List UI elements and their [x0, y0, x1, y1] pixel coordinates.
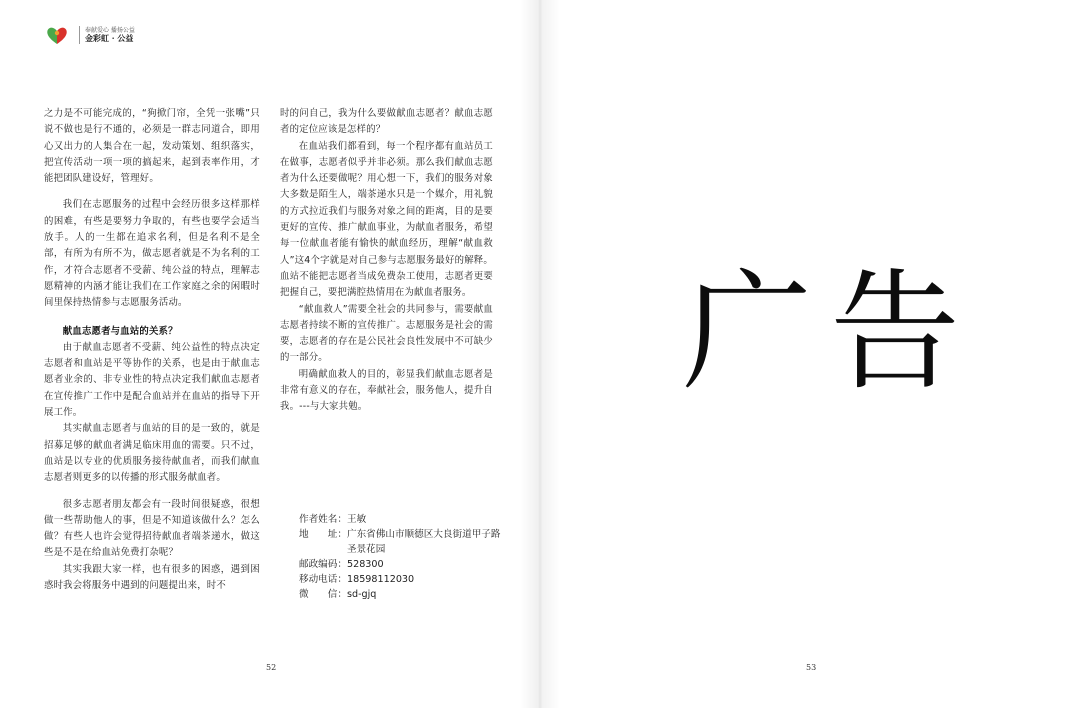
author-info-row: [299, 572, 509, 587]
heart-logo-icon: [44, 24, 70, 46]
author-info-key: 作者姓名：: [299, 514, 347, 525]
paragraph: 之力是不可能完成的，“狗掀门帘，全凭一张嘴”只说不做也是行不通的，必须是一群志同道合，即用心又出力的人集合在一起，发动策划、组织落实，把宣传活动一项一项的搞起来，起到表率作用，才能把团队建设好，管理好。: [44, 108, 260, 185]
paragraph: 其实献血志愿者与血站的目的是一致的，就是招募足够的献血者满足临床用血的需要。只不过，血站是以专业的优质服务接待献血者，而我们献血志愿者则更多的以传播的形式服务献血者。: [44, 423, 260, 484]
author-info-key: 邮政编码：: [299, 559, 347, 570]
author-info-row: [299, 512, 509, 527]
paragraph: 很多志愿者朋友都会有一段时间很疑惑，很想做一些帮助他人的事，但是不知道该做什么？怎么做？有些人也许会觉得招待献血者端茶递水，做这些是不是在给血站免费打杂呢？: [44, 498, 260, 559]
author-info-value: 王敏: [347, 514, 367, 525]
paragraph: 在血站我们都看到，每一个程序都有血站员工在做事，志愿者似乎并非必须。那么我们献血志愿者为什么还要做呢？用心想一下，我们的服务对象大多数是陌生人，端茶递水只是一个媒介，用礼貌的方式拉近我们与服务对象之间的距离，目的是要更好的宣传、推广献血事业，为献血者服务，希望每一位献血者能有愉快的献血经历，理解“献血救人”这4个字就是对自己参与志愿服务最好的解释。血站不能把志愿者当成免费杂工使用，志愿者更要把握自己，要把满腔热情用在为献血者服务。: [280, 140, 493, 299]
paragraph: 其实我跟大家一样，也有很多的困惑，遇到困惑时我会将服务中遇到的问题提出来，时不: [44, 563, 260, 592]
author-info-key: 微 信：: [299, 589, 347, 600]
article-column-2: [280, 106, 493, 416]
page-number-left: 52: [266, 663, 277, 672]
author-info-value: 528300: [347, 559, 384, 570]
author-info-value: sd-gjq: [347, 589, 377, 600]
paragraph: 我们在志愿服务的过程中会经历很多这样那样的困难，有些是要努力争取的，有些也要学会适当放手。人的一生都在追求名利，但是名利不是全部，有所为有所不为，做志愿者就是不为名利的工作，才符合志愿者不受薪、纯公益的特点，理解志愿精神的内涵才能让我们在工作家庭之余的闲暇时间里保持热情参与志愿服务活动。: [44, 199, 260, 309]
page-number-right: 53: [806, 663, 817, 672]
logo-tagline: 奉献爱心 播扬公益: [85, 26, 135, 34]
advertisement-placeholder: 广告: [682, 256, 979, 408]
author-info-row: [299, 587, 509, 602]
section-heading: 献血志愿者与血站的关系？: [62, 325, 178, 337]
author-info: [299, 512, 509, 602]
paragraph: 明确献血救人的目的，彰显我们献血志愿者是非常有意义的存在，奉献社会，服务他人，提升自我。---与大家共勉。: [280, 368, 493, 413]
author-info-row: [299, 557, 509, 572]
paragraph: 由于献血志愿者不受薪、纯公益性的特点决定志愿者和血站是平等协作的关系，也是由于献血志愿者业余的、非专业性的特点决定我们献血志愿者在宣传推广工作中是配合血站并在血站的指导下开展工作。: [44, 341, 260, 419]
author-info-row: [299, 527, 509, 557]
author-info-value: 广东省佛山市顺德区大良街道甲子路圣景花园: [347, 529, 501, 555]
author-info-key: 移动电话：: [299, 574, 347, 585]
logo-brand: 金彩虹 · 公益: [85, 32, 134, 43]
header-logo: [44, 22, 135, 48]
paragraph: 时的问自己，我为什么要做献血志愿者？献血志愿者的定位应该是怎样的？: [280, 108, 493, 136]
paragraph: “献血救人”需要全社会的共同参与，需要献血志愿者持续不断的宣传推广。志愿服务是社会的需要，志愿者的存在是公民社会良性发展中不可缺少的一部分。: [280, 303, 493, 364]
author-info-value: 18598112030: [347, 574, 415, 585]
logo-divider: [79, 26, 80, 44]
author-info-key: 地 址：: [299, 529, 347, 540]
article-column-1: [44, 106, 260, 594]
